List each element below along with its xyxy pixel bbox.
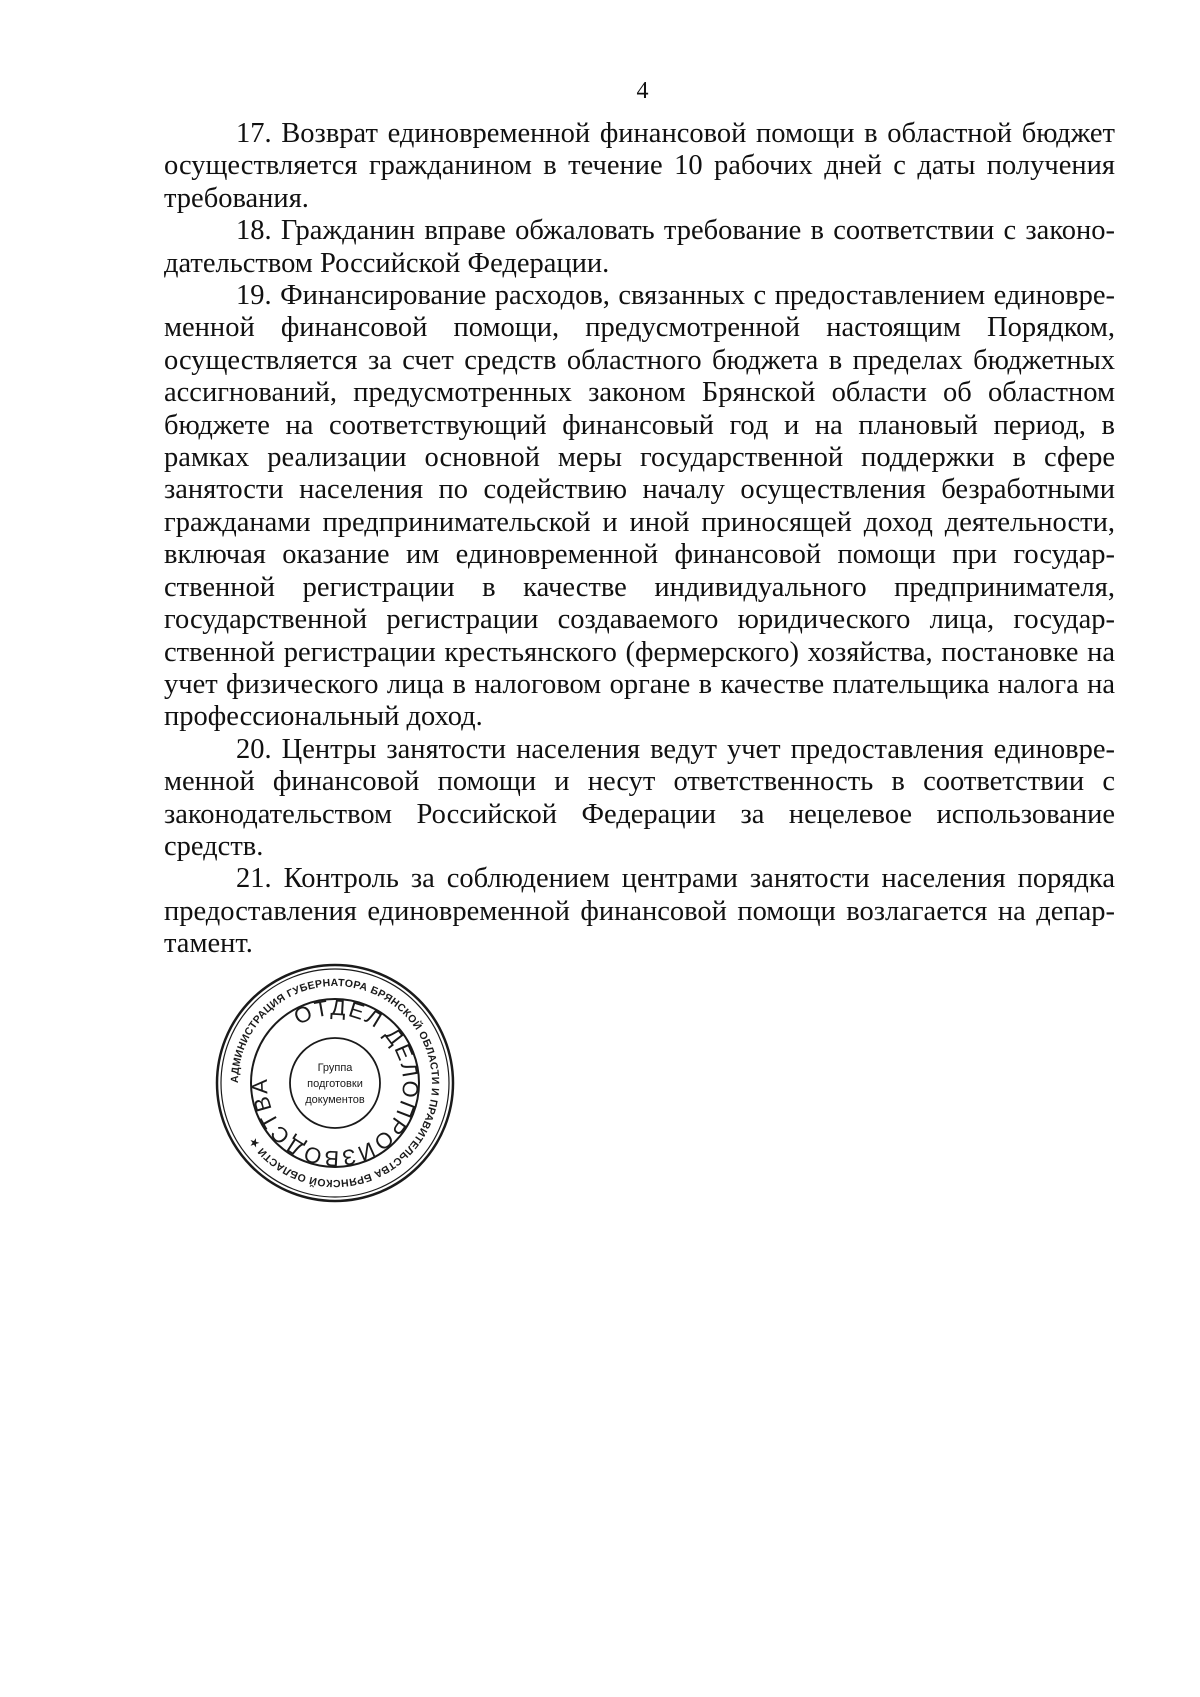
stamp-seal-icon	[214, 962, 456, 1204]
page-number: 4	[636, 78, 649, 104]
paragraph-19: 19. Финансирование расходов, связанных с предоставлением единовременной финансовой помощи, предусмотренной настоящим Порядком, осуществляется за счет средств областного бюджета в пределах бюджетных ассигнований, предусмотренных законом Брянской области об областном бюджете на соответствующий финансовый год и на плановый период, в рамках реализации основной меры государственной поддержки в сфере занятости населения по содействию началу осуществления безработными гражданами предпринимательской и иной приносящей доход деятельности, включая оказание им единовременной финансовой помощи при государственной регистрации в качестве индивидуального предпринимателя, государственной регистрации создаваемого юридического лица, государственной регистрации крестьянского (фермерского) хозяйства, постановке на учет физического лица в налоговом органе в качестве плательщика налога на профессиональный доход.	[164, 280, 1115, 733]
stamp-outer-text: АДМИНИСТРАЦИЯ ГУБЕРНАТОРА БРЯНСКОЙ ОБЛАСТИ И ПРАВИТЕЛЬСТВА БРЯНСКОЙ ОБЛАСТИ ★	[228, 976, 442, 1190]
paragraph-20: 20. Центры занятости населения ведут учет предоставления единовременной финансовой помощи и несут ответственность в соответствии с законодательством Российской Федерации за нецелевое использование средств.	[164, 733, 1115, 862]
stamp-center-line-1: Группа	[317, 1062, 353, 1074]
document-body	[164, 118, 1115, 961]
official-stamp	[214, 962, 456, 1204]
stamp-inner-text: ОТДЕЛ ДЕЛОПРОИЗВОДСТВА	[246, 994, 424, 1172]
paragraph-18: 18. Гражданин вправе обжаловать требование в соответствии с законодательством Российской Федерации.	[164, 215, 1115, 279]
paragraph-21: 21. Контроль за соблюдением центрами занятости населения порядка предоставления единовременной финансовой помощи возлагается на департамент.	[164, 863, 1115, 960]
stamp-center-line-3: документов	[305, 1094, 365, 1106]
paragraph-17: 17. Возврат единовременной финансовой помощи в областной бюджет осуществляется гражданином в течение 10 рабочих дней с даты получения требования.	[164, 118, 1115, 214]
stamp-center-line-2: подготовки	[307, 1078, 363, 1090]
